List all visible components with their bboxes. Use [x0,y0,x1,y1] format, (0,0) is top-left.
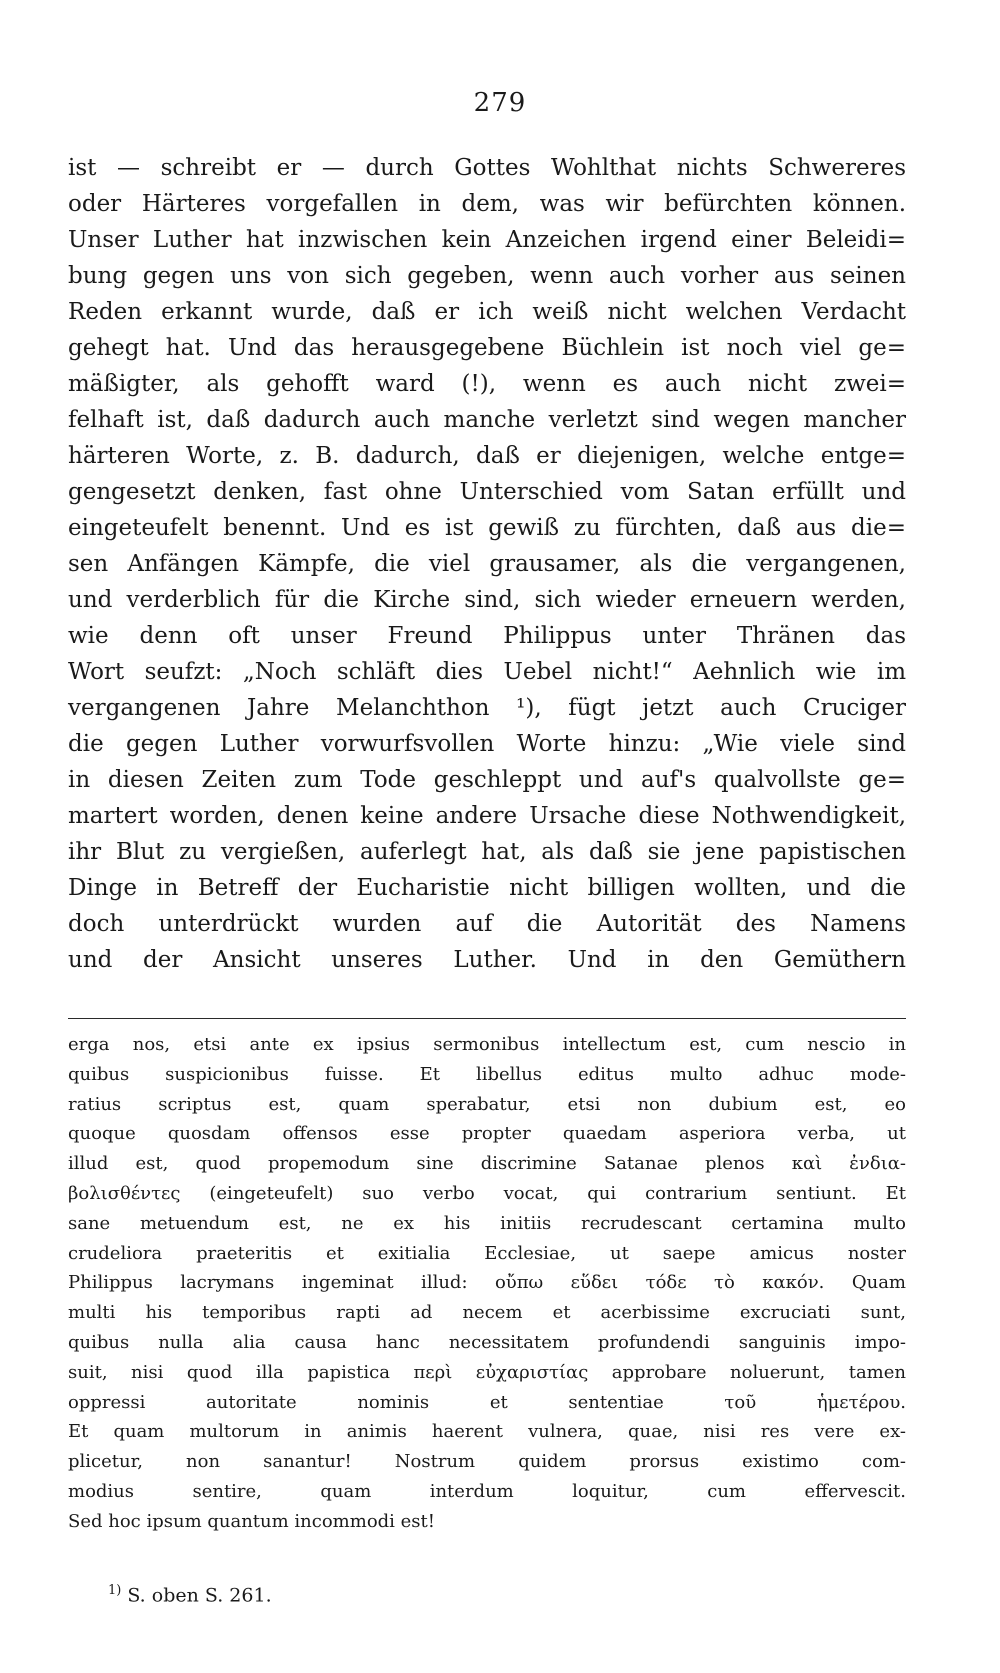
footnote-line: plicetur, non sanantur! Nostrum quidem prorsus existimo com- [68,1451,906,1473]
text-line: Reden erkannt wurde, daß er ich weiß nicht welchen Verdacht [68,299,906,325]
text-line: oder Härteres vorgefallen in dem, was wir befürchten können. [68,191,906,217]
footnote-line: quoque quosdam offensos esse propter quaedam asperiora verba, ut [68,1123,906,1145]
text-line: sen Anfängen Kämpfe, die viel grausamer, als die vergangenen, [68,551,906,577]
sub-footnote [108,1576,272,1610]
text-line: doch unterdrückt wurden auf die Autorität des Namens [68,911,906,937]
footnote-marker: 1) [108,1583,122,1598]
footnote-line: multi his temporibus rapti ad necem et acerbissime excruciati sunt, [68,1302,906,1324]
footnote-line: crudeliora praeteritis et exitialia Ecclesiae, ut saepe amicus noster [68,1242,906,1264]
footnote-line: Et quam multorum in animis haerent vulnera, quae, nisi res vere ex- [68,1421,906,1443]
footnote-line: Philippus lacrymans ingeminat illud: οὔπω εὕδει τόδε τὸ κακόν. Quam [68,1272,906,1294]
footnote-line: ratius scriptus est, quam sperabatur, etsi non dubium est, eo [68,1093,906,1115]
footnote-line: modius sentire, quam interdum loquitur, cum effervescit. [68,1480,906,1502]
text-line: eingeteufelt benennt. Und es ist gewiß zu fürchten, daß aus die= [68,515,906,541]
text-line: die gegen Luther vorwurfsvollen Worte hinzu: „Wie viele sind [68,731,906,757]
footnote-line: oppressi autoritate nominis et sententiae τοῦ ἡμετέρου. [68,1391,906,1413]
text-line: Unser Luther hat inzwischen kein Anzeichen irgend einer Beleidi= [68,227,906,253]
main-text-block [68,150,906,978]
footnote-line: Sed hoc ipsum quantum incommodi est! [68,1510,436,1532]
footnote-line: illud est, quod propemodum sine discrimine Satanae plenos καὶ ἐνδια- [68,1153,906,1175]
text-line: mäßigter, als gehofft ward (!), wenn es auch nicht zwei= [68,371,906,397]
text-line: und der Ansicht unseres Luther. Und in den Gemüthern [68,947,906,973]
text-line: härteren Worte, z. B. dadurch, daß er diejenigen, welche entge= [68,443,906,469]
footnote-divider [68,1018,906,1019]
footnote-line: suit, nisi quod illa papistica περὶ εὐχαριστίας approbare noluerunt, tamen [68,1361,906,1383]
text-line: Wort seufzt: „Noch schläft dies Uebel nicht!“ Aehnlich wie im [68,659,906,685]
text-line: Dinge in Betreff der Eucharistie nicht billigen wollten, und die [68,875,906,901]
text-line: ihr Blut zu vergießen, auferlegt hat, als daß sie jene papistischen [68,839,906,865]
text-line: in diesen Zeiten zum Tode geschleppt und auf's qualvollste ge= [68,767,906,793]
footnote-line: sane metuendum est, ne ex his initiis recrudescant certamina multo [68,1212,906,1234]
footnote-reference: S. oben S. 261. [127,1584,272,1607]
text-line: vergangenen Jahre Melanchthon ¹), fügt jetzt auch Cruciger [68,695,906,721]
footnote-line: βολισθέντες (eingeteufelt) suo verbo vocat, qui contrarium sentiunt. Et [68,1182,906,1204]
footnote-block [68,1030,906,1537]
page-number: 279 [473,88,527,118]
footnote-line: quibus nulla alia causa hanc necessitatem profundendi sanguinis impo- [68,1331,906,1353]
text-line: martert worden, denen keine andere Ursache diese Nothwendigkeit, [68,803,906,829]
text-line: wie denn oft unser Freund Philippus unter Thränen das [68,623,906,649]
footnote-line: erga nos, etsi ante ex ipsius sermonibus intellectum est, cum nescio in [68,1034,906,1055]
text-line: felhaft ist, daß dadurch auch manche verletzt sind wegen mancher [68,407,906,433]
text-line: und verderblich für die Kirche sind, sich wieder erneuern werden, [68,587,906,613]
text-line: gengesetzt denken, fast ohne Unterschied vom Satan erfüllt und [68,479,906,505]
text-line: gehegt hat. Und das herausgegebene Büchlein ist noch viel ge= [68,335,906,361]
footnote-line: quibus suspicionibus fuisse. Et libellus editus multo adhuc mode- [68,1063,906,1085]
text-line: bung gegen uns von sich gegeben, wenn auch vorher aus seinen [68,263,906,289]
text-line: ist — schreibt er — durch Gottes Wohlthat nichts Schwereres [68,155,906,181]
